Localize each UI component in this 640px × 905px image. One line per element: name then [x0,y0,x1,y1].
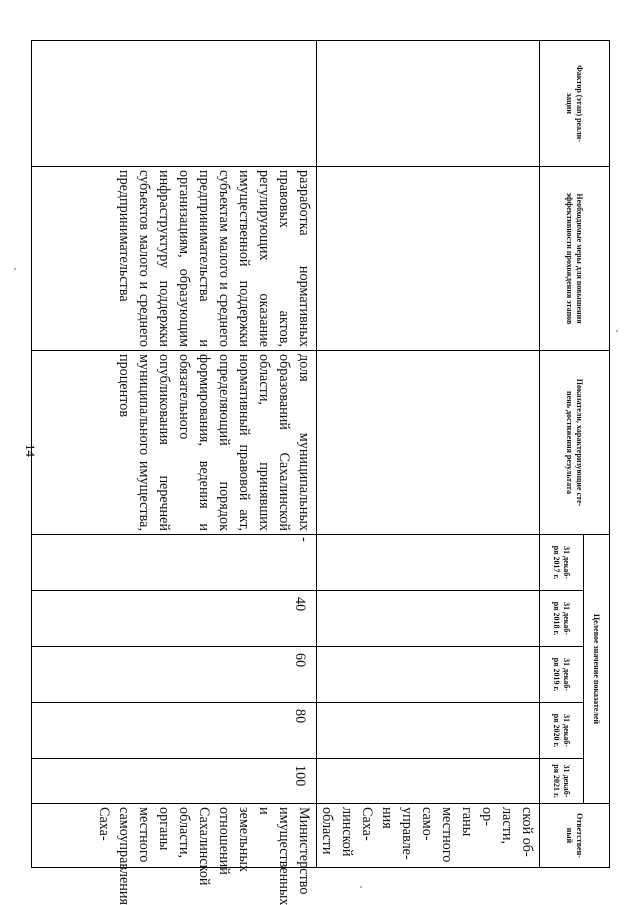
header-year-2017: 31 декаб- ря 2017 г. [540,535,584,591]
value-2021: 100 [32,759,317,804]
page-number: 14 [23,444,38,457]
continuation-row [317,41,540,868]
scan-speck [360,886,362,888]
cont-value-2021 [317,759,540,804]
header-indicators: Показатели, характеризующие сте- пень достижения результата [540,351,610,535]
factor-cell [32,41,317,167]
header-year-2018: 31 декаб- ря 2018 г. [540,591,584,647]
cont-value-2017 [317,535,540,591]
targets-table [31,40,610,905]
cont-value-2018 [317,591,540,647]
cont-value-2020 [317,703,540,759]
cont-measures-cell [317,167,540,351]
header-year-2021: 31 декаб- ря 2021 г. [540,759,584,804]
responsible-cell: Министерство имущественных и земельных отношений Сахалинской области, органы местного самоуправления Саха- [32,804,317,868]
rotated-table-sheet [95,40,610,905]
measure-cell: разработка нормативных правовых актов, регулирующих оказание имущественной поддержки субъектам малого и среднего предпринимательства и организациям, образующим инфраструктуру поддержки субъектов малого и среднего предпринимательства [32,167,317,351]
scan-speck [14,268,16,270]
header-responsible: Ответствен- ный [540,804,610,868]
cont-value-2019 [317,647,540,703]
header-year-2020: 31 декаб- ря 2020 г. [540,703,584,759]
header-target-values: Целевое значение показателей [584,535,610,804]
header-factor: Фактор (этап) реали- зации [540,41,610,167]
cont-responsible-cell: ской об- ласти, ор- ганы местного само- управле- ния Саха- линской области [317,804,540,868]
value-2020: 80 [32,703,317,759]
scan-speck [616,330,618,332]
cont-indicator-cell [317,351,540,535]
value-2019: 60 [32,647,317,703]
table-container [95,40,610,905]
table-row [32,41,317,868]
header-year-2019: 31 декаб- ря 2019 г. [540,647,584,703]
value-2017: - [32,535,317,591]
header-measures: Необходимые меры для повышения эффективности прохождения этапов [540,167,610,351]
value-2018: 40 [32,591,317,647]
header-row [584,41,610,868]
cont-factor-cell [317,41,540,167]
indicator-cell: доля муниципальных образований Сахалинской области, принявших нормативный правовой акт, определяющий порядок формирования, ведения и обязательного опубликования перечней муниципального имущества, процентов [32,351,317,535]
